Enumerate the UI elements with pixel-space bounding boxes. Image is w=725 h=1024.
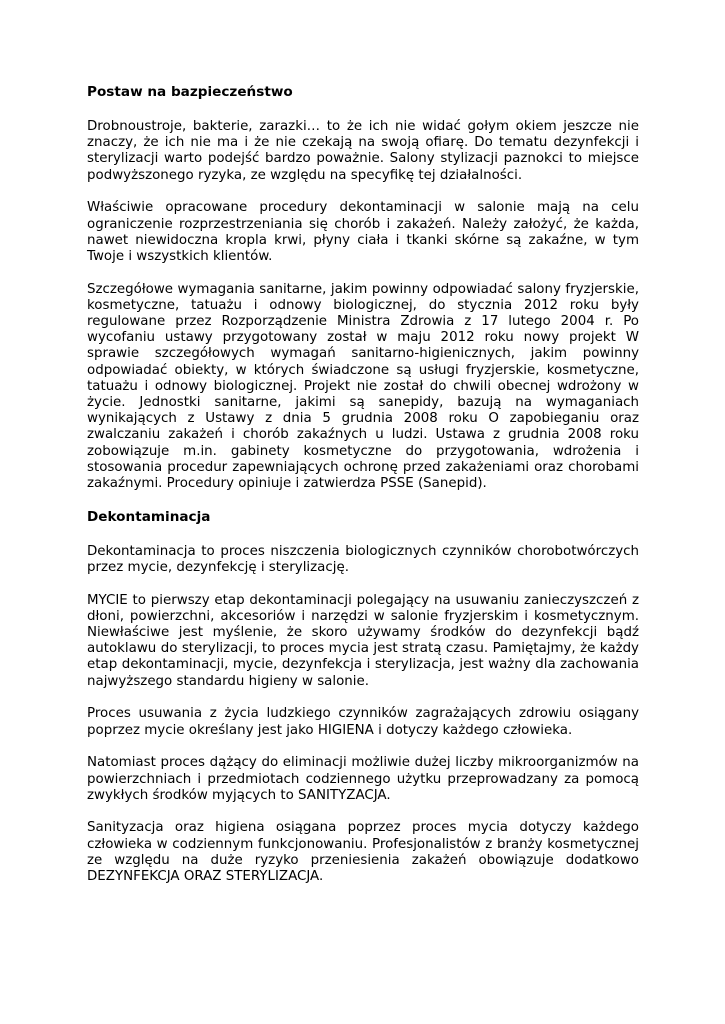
paragraph-washing: MYCIE to pierwszy etap dekontaminacji polegający na usuwaniu zanieczyszczeń z dłoni, powierzchni, akcesoriów i narzędzi w salonie fryzjerskim i kosmetycznym. Niewłaściwe jest myślenie, że skoro używamy środków do dezynfekcji bądź autoklawu do sterylizacji, to proces mycia jest stratą czasu. Pamiętajmy, że każdy etap dekontaminacji, mycie, dezynfekcja i sterylizacja, jest ważny dla zachowania najwyższego standardu higieny w salonie. [87,592,639,689]
paragraph-sanitization: Natomiast proces dążący do eliminacji możliwie dużej liczby mikroorganizmów na powierzchniach i przedmiotach codziennego użytku przeprowadzany za pomocą zwykłych środków myjących to SANITYZACJA. [87,755,639,803]
paragraph-decontamination-definition: Dekontaminacja to proces niszczenia biologicznych czynników chorobotwórczych przez mycie, dezynfekcję i sterylizację. [87,543,639,575]
paragraph-regulations: Szczegółowe wymagania sanitarne, jakim powinny odpowiadać salony fryzjerskie, kosmetyczne, tatuażu i odnowy biologicznej, do stycznia 2012 roku były regulowane przez Rozporządzenie Ministra Zdrowia z 17 lutego 2004 r. Po wycofaniu ustawy przygotowany został w maju 2012 roku nowy projekt W sprawie szczegółowych wymagań sanitarno-higienicznych, jakim powinny odpowiadać obiekty, w których świadczone są usługi fryzjerskie, kosmetyczne, tatuażu i odnowy biologicznej. Projekt nie został do chwili obecnej wdrożony w życie. Jednostki sanitarne, jakimi są sanepidy, bazują na wymaganiach wynikających z Ustawy z dnia 5 grudnia 2008 roku O zapobieganiu oraz zwalczaniu zakażeń i chorób zakaźnych u ludzi. Ustawa z grudnia 2008 roku zobowiązuje m.in. gabinety kosmetyczne do przygotowania, wdrożenia i stosowania procedur zapewniających ochronę przed zakażeniami oraz chorobami zakaźnymi. Procedury opiniuje i zatwierdza PSSE (Sanepid). [87,281,639,492]
paragraph-microbes: Drobnoustroje, bakterie, zarazki… to że ich nie widać gołym okiem jeszcze nie znaczy, że ich nie ma i że nie czekają na swoją ofiarę. Do tematu dezynfekcji i sterylizacji warto podejść bardzo poważnie. Salony stylizacji paznokci to miejsce podwyższonego ryzyka, ze względu na specyfikę tej działalności. [87,119,639,183]
section-heading-decontamination: Dekontaminacja [87,508,211,525]
section-heading-safety: Postaw na bazpieczeństwo [87,84,293,100]
paragraph-hygiene: Proces usuwania z życia ludzkiego czynników zagrażających zdrowiu osiągany poprzez mycie określany jest jako HIGIENA i dotyczy każdego człowieka. [87,706,639,738]
paragraph-procedures: Właściwie opracowane procedury dekontaminacji w salonie mają na celu ograniczenie rozprzestrzeniania się chorób i zakażeń. Należy założyć, że każda, nawet niewidoczna kropla krwi, płyny ciała i tkanki skórne są zakaźne, w tym Twoje i wszystkich klientów. [87,200,639,264]
paragraph-disinfection-sterilization: Sanityzacja oraz higiena osiągana poprzez proces mycia dotyczy każdego człowieka w codziennym funkcjonowaniu. Profesjonalistów z branży kosmetycznej ze względu na duże ryzyko przeniesienia zakażeń obowiązuje dodatkowo DEZYNFEKCJA ORAZ STERYLIZACJA. [87,820,639,885]
document-page [87,84,639,885]
